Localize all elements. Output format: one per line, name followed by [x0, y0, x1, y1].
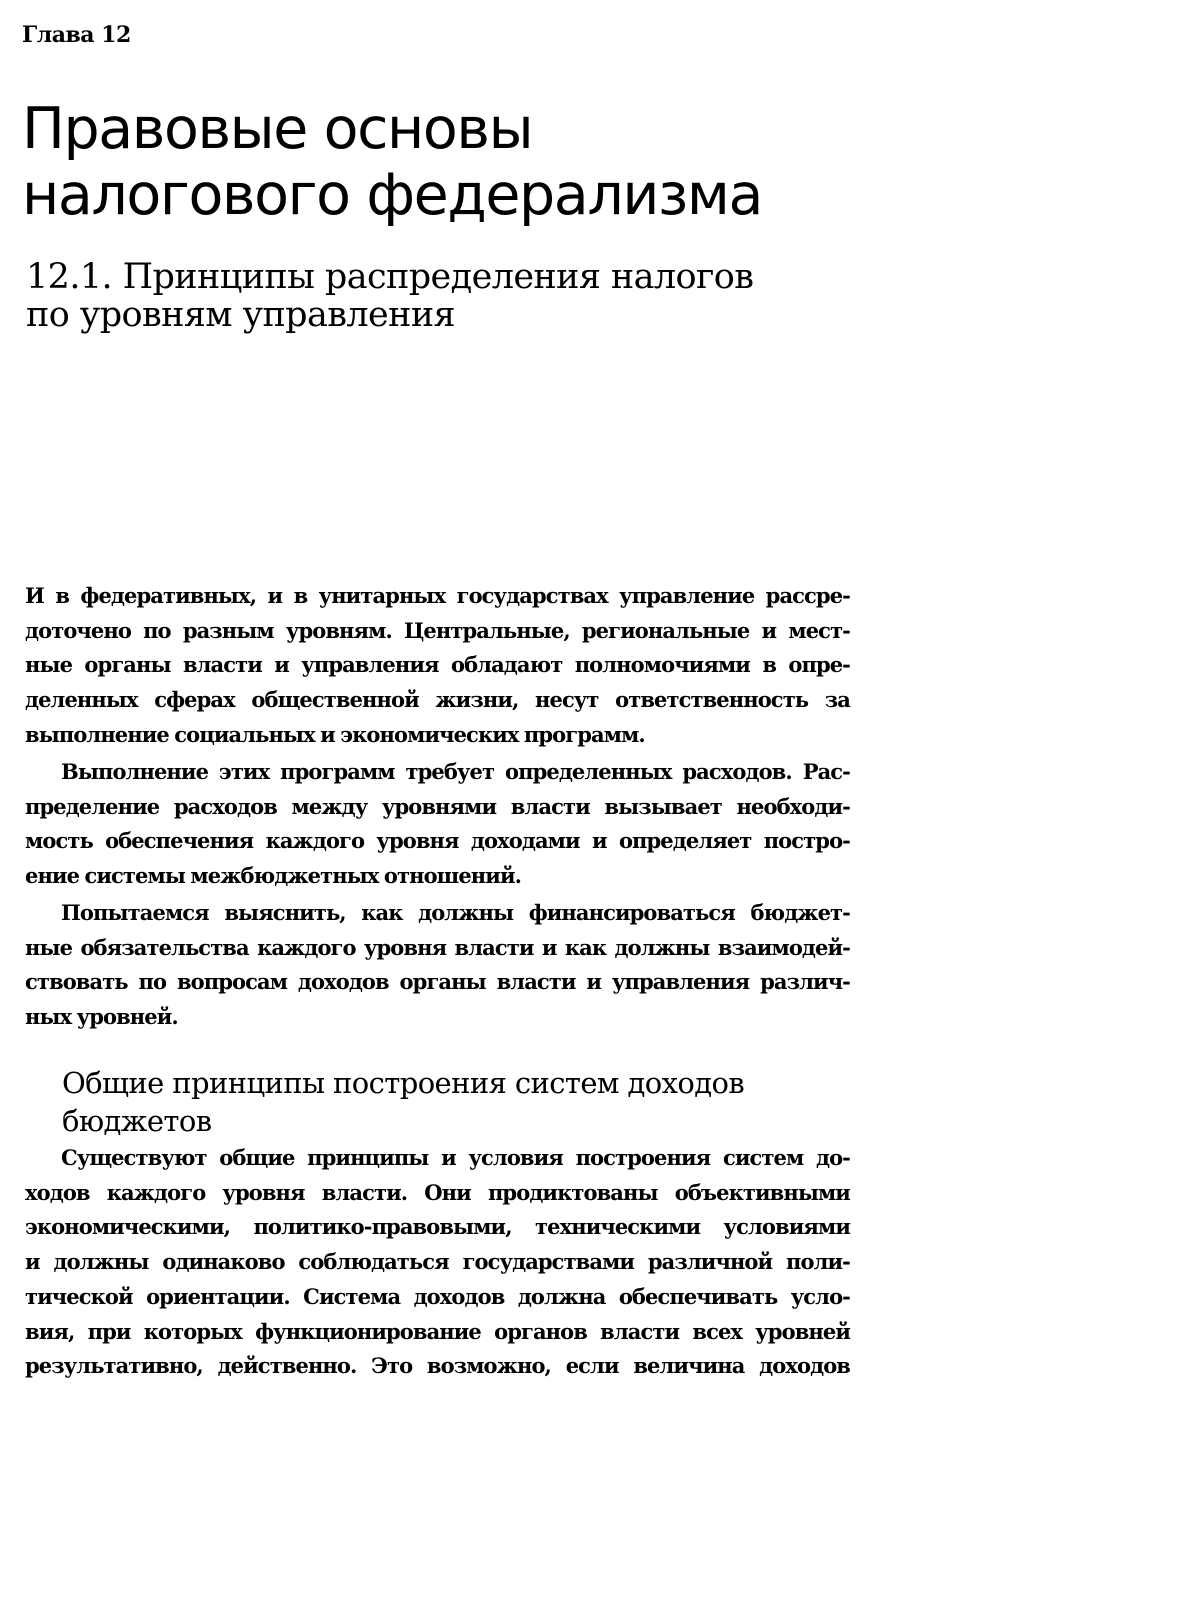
text-line: мость обеспечения каждого уровня доходами и определяет постро-: [25, 828, 850, 854]
text-line: ные органы власти и управления обладают полномочиями в опре-: [25, 652, 850, 678]
text-line: деленных сферах общественной жизни, несут ответственность за: [25, 687, 850, 713]
chapter-title: [22, 96, 1022, 228]
text-line: доточено по разным уровням. Центральные, региональные и мест-: [25, 617, 850, 643]
text-line: И в федеративных, и в унитарных государствах управление рассре-: [25, 583, 850, 608]
text-line: Попытаемся выяснить, как должны финансироваться бюджет-: [61, 900, 850, 925]
text-line: Существуют общие принципы и условия построения систем до-: [61, 1145, 850, 1170]
text-line: результативно, действенно. Это возможно, если величина доходов: [25, 1353, 850, 1379]
chapter-title-line-2: налогового федерализма: [22, 162, 763, 228]
paragraph-1: [25, 579, 850, 753]
text-line: пределение расходов между уровнями власти вызывает необходи-: [25, 793, 850, 819]
text-line: ные обязательства каждого уровня власти и как должны взаимодей-: [25, 934, 850, 960]
text-line: и должны одинаково соблюдаться государствами различной поли-: [25, 1249, 850, 1275]
section-title-line-2: по уровням управления: [26, 295, 456, 335]
text-line: экономическими, политико-правовыми, техническими условиями: [25, 1214, 850, 1240]
text-line: ение системы межбюджетных отношений.: [25, 863, 522, 889]
subsection-title-line-2: бюджетов: [62, 1104, 212, 1138]
text-line: вия, при которых функционирование органов власти всех уровней: [25, 1318, 850, 1344]
text-line: ходов каждого уровня власти. Они продиктованы объективными: [25, 1179, 850, 1205]
text-line: ствовать по вопросам доходов органы власти и управления различ-: [25, 969, 850, 995]
subsection-title: [62, 1064, 822, 1140]
text-line: Выполнение этих программ требует определенных расходов. Рас-: [61, 759, 850, 784]
section-title: [26, 258, 926, 334]
subsection-title-line-1: Общие принципы построения систем доходов: [62, 1066, 745, 1100]
text-line: выполнение социальных и экономических программ.: [25, 721, 645, 747]
text-line: тической ориентации. Система доходов должна обеспечивать усло-: [25, 1283, 850, 1309]
subsection-paragraph: [25, 1141, 850, 1384]
chapter-label: Глава 12: [22, 22, 131, 48]
paragraph-3: [25, 896, 850, 1035]
paragraph-2: [25, 755, 850, 894]
chapter-title-line-1: Правовые основы: [22, 96, 533, 162]
text-line: ных уровней.: [25, 1004, 178, 1030]
section-title-line-1: 12.1. Принципы распределения налогов: [26, 257, 754, 297]
